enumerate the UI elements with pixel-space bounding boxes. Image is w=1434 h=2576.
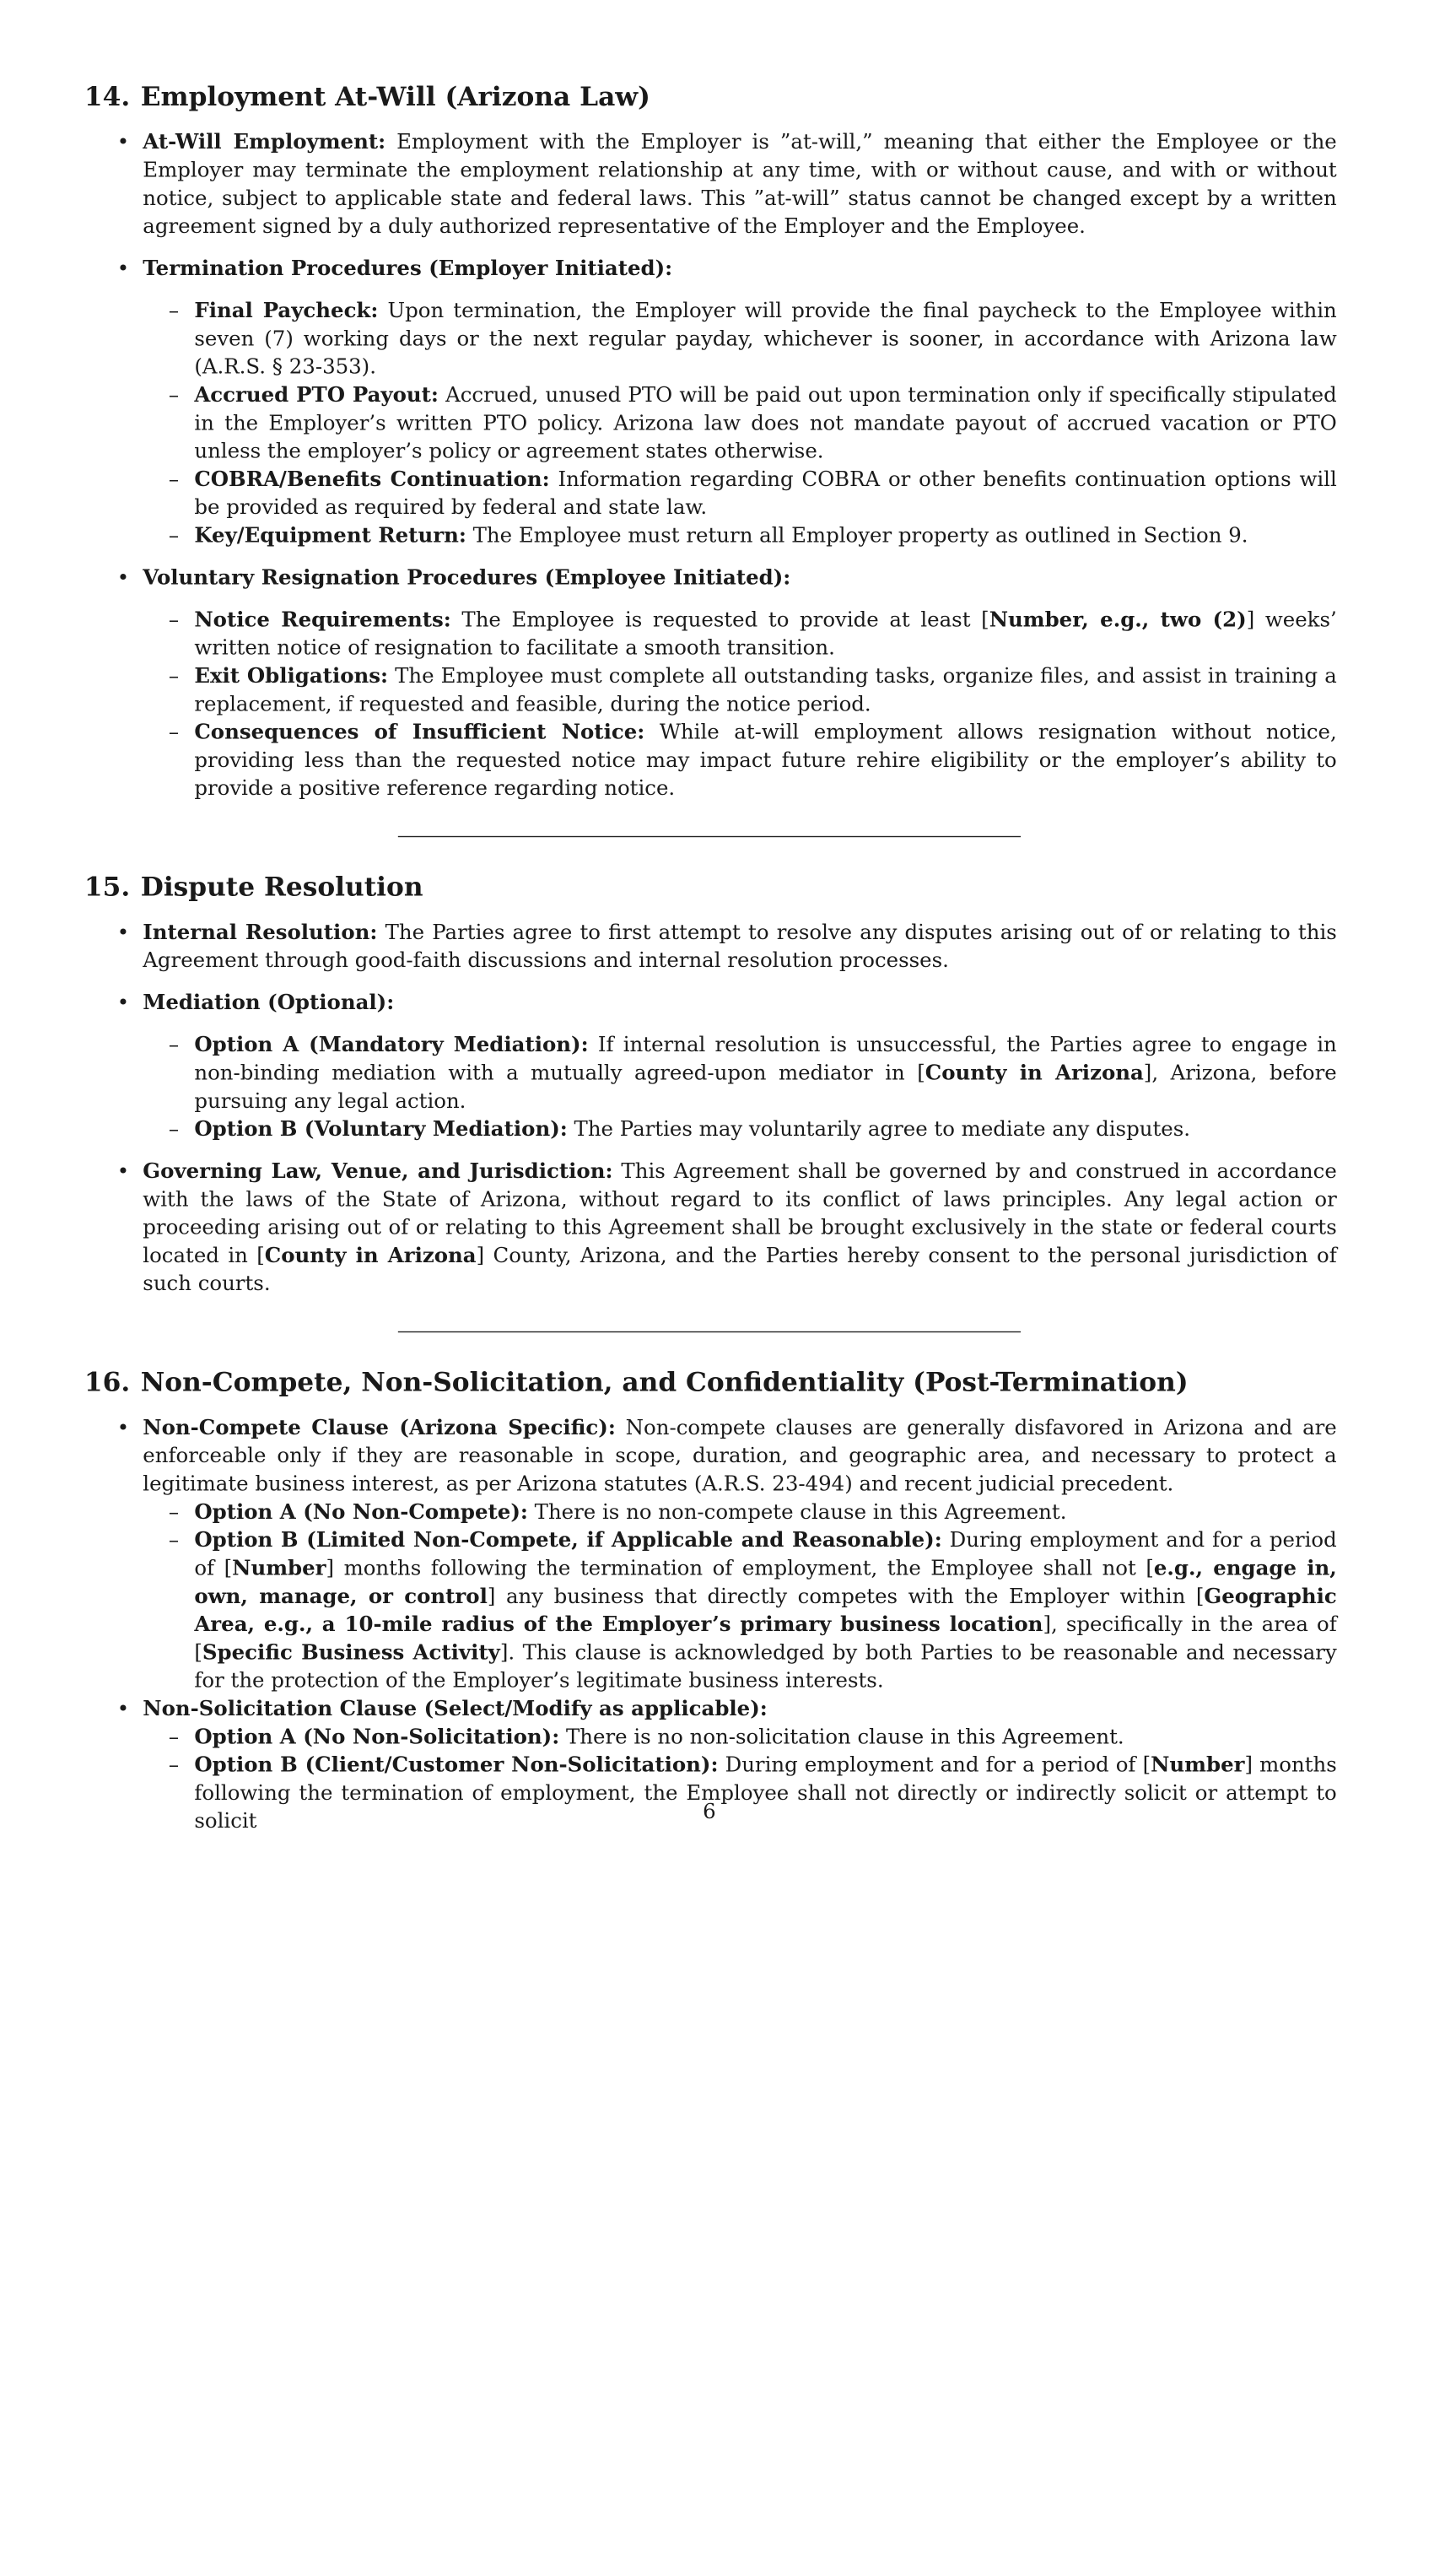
subitem-option-a bbox=[143, 1499, 1336, 1526]
placeholder-text: County in Arizona bbox=[925, 1061, 1144, 1086]
placeholder-text: Number bbox=[1151, 1752, 1245, 1778]
subitem-text: Information regarding COBRA or other benefits continuation options will be provided as required by federal and state law. bbox=[194, 468, 1337, 521]
item-label: Voluntary Resignation Procedures (Employee Initiated): bbox=[143, 565, 791, 591]
section-14-list bbox=[84, 129, 1337, 803]
subitem-label: Consequences of Insufficient Notice: bbox=[194, 720, 645, 745]
section-number: 14. bbox=[84, 82, 131, 113]
item-label: Termination Procedures (Employer Initiated): bbox=[143, 256, 673, 282]
subitem-cobra bbox=[143, 466, 1336, 522]
subitem-text: ] months following the termination of employment, the Employee shall not directly or indirectly solicit or attempt to solicit bbox=[194, 1753, 1337, 1834]
dash-icon: – bbox=[168, 665, 180, 689]
dash-icon: – bbox=[168, 721, 180, 745]
bullet-icon: • bbox=[116, 257, 130, 282]
section-title: Non-Compete, Non-Solicitation, and Confidentiality (Post-Termination) bbox=[140, 1367, 1189, 1398]
subitem-label: Option B (Voluntary Mediation): bbox=[194, 1116, 568, 1142]
bullet-icon: • bbox=[116, 991, 130, 1016]
section-15-heading bbox=[84, 870, 1337, 905]
subitem-text: ], Arizona, before pursuing any legal action. bbox=[194, 1061, 1337, 1114]
bullet-icon: • bbox=[116, 1160, 130, 1184]
list-item-at-will bbox=[84, 129, 1337, 241]
subitem-text: ] months following the termination of employment, the Employee shall not [ bbox=[326, 1557, 1154, 1581]
item-label: Mediation (Optional): bbox=[143, 990, 395, 1016]
section-15-list bbox=[84, 919, 1337, 1299]
placeholder-text: Number bbox=[232, 1556, 326, 1581]
subitem-text: Upon termination, the Employer will provide the final paycheck to the Employee within seven (7) working days or the next regular payday, whichever is sooner, in accordance with Arizona law (A.R.S. § 23-353). bbox=[194, 300, 1337, 380]
page-number: 6 bbox=[703, 1801, 716, 1825]
item-label: Non-Compete Clause (Arizona Specific): bbox=[143, 1415, 616, 1440]
section-divider bbox=[398, 1331, 1021, 1332]
subitem-label: COBRA/Benefits Continuation: bbox=[194, 467, 550, 492]
subitem-text: The Employee must return all Employer property as outlined in Section 9. bbox=[472, 524, 1248, 548]
item-label: Internal Resolution: bbox=[143, 920, 378, 945]
subitem-text: ], specifically in the area of [ bbox=[194, 1613, 1337, 1666]
bullet-icon: • bbox=[116, 1417, 130, 1440]
bullet-icon: • bbox=[116, 566, 130, 591]
subitem-exit bbox=[143, 662, 1336, 719]
subitem-text: The Parties may voluntarily agree to mediate any disputes. bbox=[574, 1118, 1191, 1142]
non-compete-sublist bbox=[143, 1499, 1336, 1695]
subitem-label: Key/Equipment Return: bbox=[194, 523, 466, 548]
subitem-label: Option A (Mandatory Mediation): bbox=[194, 1032, 589, 1058]
item-text: Non-compete clauses are generally disfavored in Arizona and are enforceable only if they are reasonable in scope, duration, and geographic area, and necessary to protect a legitimate business interest, as per Arizona statutes (A.R.S. 23-494) and recent judicial precedent. bbox=[143, 1417, 1337, 1497]
section-16-heading bbox=[84, 1365, 1337, 1401]
subitem-label: Option A (No Non-Solicitation): bbox=[194, 1725, 560, 1750]
subitem-text: During employment and for a period of [ bbox=[725, 1753, 1151, 1778]
resignation-sublist bbox=[143, 607, 1336, 803]
subitem-label: Option A (No Non-Compete): bbox=[194, 1499, 528, 1525]
section-number: 15. bbox=[84, 872, 131, 903]
subitem-text: ] weeks’ written notice of resignation to facilitate a smooth transition. bbox=[194, 608, 1337, 661]
dash-icon: – bbox=[168, 1753, 180, 1778]
subitem-text: Accrued, unused PTO will be paid out upon termination only if specifically stipulated in the Employer’s written PTO policy. Arizona law does not mandate payout of accrued vacation or PTO unless the employer’s policy or agreement states otherwise. bbox=[194, 384, 1337, 464]
placeholder-text: Specific Business Activity bbox=[202, 1640, 500, 1666]
section-number: 16. bbox=[84, 1367, 131, 1398]
dash-icon: – bbox=[168, 1501, 180, 1525]
subitem-consequences bbox=[143, 719, 1336, 803]
bullet-icon: • bbox=[116, 921, 130, 945]
subitem-label: Exit Obligations: bbox=[194, 663, 389, 689]
item-label: Governing Law, Venue, and Jurisdiction: bbox=[143, 1158, 613, 1184]
dash-icon: – bbox=[168, 608, 180, 633]
subitem-text: While at-will employment allows resignation without notice, providing less than the requested notice may impact future rehire eligibility or the employer’s ability to provide a positive reference regarding notice. bbox=[194, 721, 1337, 802]
section-title: Dispute Resolution bbox=[140, 872, 423, 903]
dash-icon: – bbox=[168, 1725, 180, 1750]
subitem-option-a bbox=[143, 1724, 1336, 1752]
mediation-sublist bbox=[143, 1032, 1336, 1144]
dash-icon: – bbox=[168, 384, 180, 408]
item-label: Non-Solicitation Clause (Select/Modify as applicable): bbox=[143, 1696, 768, 1721]
item-text: The Parties agree to first attempt to resolve any disputes arising out of or relating to this Agreement through good-faith discussions and internal resolution processes. bbox=[143, 921, 1337, 974]
subitem-notice bbox=[143, 607, 1336, 663]
list-item-mediation bbox=[84, 990, 1337, 1144]
subitem-accrued-pto bbox=[143, 381, 1336, 466]
item-text: Employment with the Employer is ”at-will,” meaning that either the Employee or the Employer may terminate the employment relationship at any time, with or without cause, and with or without notice, subject to applicable state and federal laws. This ”at-will” status cannot be changed except by a written agreement signed by a duly authorized representative of the Employer and the Employee. bbox=[143, 131, 1337, 240]
bullet-icon: • bbox=[116, 1698, 130, 1721]
list-item-governing-law bbox=[84, 1158, 1337, 1299]
termination-sublist bbox=[143, 297, 1336, 550]
subitem-label: Option B (Limited Non-Compete, if Applicable and Reasonable): bbox=[194, 1527, 942, 1553]
placeholder-text: e.g., engage in, own, manage, or control bbox=[194, 1556, 1337, 1609]
subitem-option-b bbox=[143, 1115, 1336, 1143]
list-item-termination bbox=[84, 256, 1337, 551]
list-item-resignation bbox=[84, 564, 1337, 803]
dash-icon: – bbox=[168, 1034, 180, 1058]
dash-icon: – bbox=[168, 468, 180, 492]
list-item-internal-resolution bbox=[84, 919, 1337, 975]
subitem-text: There is no non-compete clause in this Agreement. bbox=[534, 1501, 1067, 1525]
placeholder-text: Number, e.g., two (2) bbox=[989, 608, 1247, 633]
item-text: ] County, Arizona, and the Parties hereby consent to the personal jurisdiction of such courts. bbox=[143, 1245, 1337, 1297]
dash-icon: – bbox=[168, 300, 180, 324]
subitem-text: ] any business that directly competes with the Employer within [ bbox=[487, 1585, 1205, 1609]
subitem-label: Accrued PTO Payout: bbox=[194, 382, 439, 408]
subitem-text: ]. This clause is acknowledged by both Parties to be reasonable and necessary for the protection of the Employer’s legitimate business interests. bbox=[194, 1641, 1337, 1693]
section-divider bbox=[398, 836, 1021, 837]
subitem-label: Option B (Client/Customer Non-Solicitation): bbox=[194, 1752, 719, 1778]
subitem-text: During employment and for a period of [ bbox=[194, 1529, 1337, 1581]
subitem-final-paycheck bbox=[143, 297, 1336, 381]
subitem-label: Final Paycheck: bbox=[194, 298, 379, 324]
placeholder-text: Geographic Area, e.g., a 10-mile radius of the Employer’s primary business location bbox=[194, 1584, 1337, 1638]
subitem-text: If internal resolution is unsuccessful, the Parties agree to engage in non-binding mediation with a mutually agreed-upon mediator in [ bbox=[194, 1034, 1337, 1086]
subitem-key-return bbox=[143, 522, 1336, 550]
subitem-option-b bbox=[143, 1527, 1336, 1696]
bullet-icon: • bbox=[116, 131, 130, 155]
subitem-option-a bbox=[143, 1032, 1336, 1116]
subitem-text: The Employee must complete all outstanding tasks, organize files, and assist in training a replacement, if requested and feasible, during the notice period. bbox=[194, 665, 1337, 717]
section-title: Employment At-Will (Arizona Law) bbox=[140, 82, 650, 113]
placeholder-text: County in Arizona bbox=[264, 1243, 477, 1268]
list-item-non-compete bbox=[84, 1414, 1337, 1695]
subitem-label: Notice Requirements: bbox=[194, 608, 451, 633]
section-16-list bbox=[84, 1414, 1337, 1836]
subitem-text: The Employee is requested to provide at least [ bbox=[461, 608, 989, 633]
item-label: At-Will Employment: bbox=[143, 130, 386, 155]
document-body bbox=[84, 79, 1337, 1836]
item-text: This Agreement shall be governed by and construed in accordance with the laws of the State of Arizona, without regard to its conflict of laws principles. Any legal action or proceeding arising out of or relating to this Agreement shall be brought exclusively in the state or federal courts located in [ bbox=[143, 1160, 1337, 1268]
dash-icon: – bbox=[168, 524, 180, 548]
dash-icon: – bbox=[168, 1118, 180, 1142]
subitem-text: There is no non-solicitation clause in this Agreement. bbox=[565, 1725, 1124, 1750]
dash-icon: – bbox=[168, 1529, 180, 1553]
section-14-heading bbox=[84, 79, 1337, 115]
